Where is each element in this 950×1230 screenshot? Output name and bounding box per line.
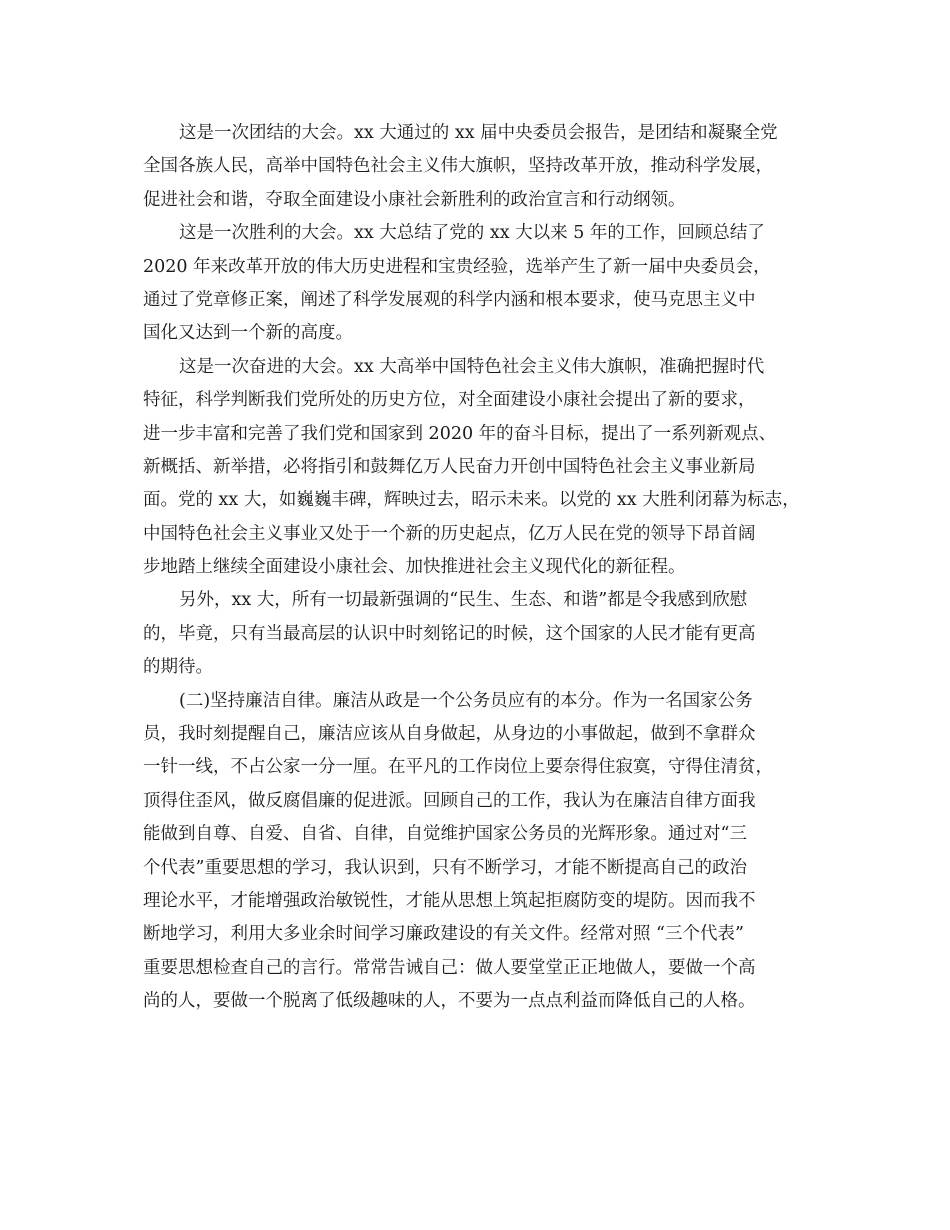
text-line: 的，毕竟，只有当最高层的认识中时刻铭记的时候，这个国家的人民才能有更高	[143, 623, 756, 644]
text-line: 特征，科学判断我们党所处的历史方位，对全面建设小康社会提出了新的要求，	[143, 390, 756, 411]
text-line: 进一步丰富和完善了我们党和国家到 2020 年的奋斗目标，提出了一系列新观点、	[143, 423, 777, 444]
text-line: 2020 年来改革开放的伟大历史进程和宝贵经验，选举产生了新一届中央委员会，	[143, 256, 771, 277]
text-line: 步地踏上继续全面建设小康社会、加快推进社会主义现代化的新征程。	[143, 557, 686, 578]
text-line: 另外，xx 大，所有一切最新强调的“民生、生态、和谐”都是令我感到欣慰	[179, 590, 748, 611]
text-line: (二)坚持廉洁自律。廉洁从政是一个公务员应有的本分。作为一名国家公务	[179, 690, 753, 711]
text-line: 的期待。	[143, 657, 213, 678]
text-line: 国化又达到一个新的高度。	[143, 323, 353, 344]
text-line: 员，我时刻提醒自己，廉洁应该从自身做起，从身边的小事做起，做到不拿群众	[143, 724, 756, 745]
text-line: 重要思想检查自己的言行。常常告诫自己：做人要堂堂正正地做人，要做一个高	[143, 957, 756, 978]
text-line: 这是一次胜利的大会。xx 大总结了党的 xx 大以来 5 年的工作，回顾总结了	[179, 223, 765, 244]
text-line: 这是一次奋进的大会。xx 大高举中国特色社会主义伟大旗帜，准确把握时代	[179, 356, 765, 377]
text-line: 个代表”重要思想的学习，我认识到，只有不断学习，才能不断提高自己的政治	[143, 857, 747, 878]
paragraph-progress-congress	[143, 351, 833, 585]
document-body	[143, 117, 833, 1019]
paragraph-unity-congress	[143, 117, 833, 217]
text-line: 理论水平，才能增强政治敏锐性，才能从思想上筑起拒腐防变的堤防。因而我不	[143, 890, 756, 911]
text-line: 能做到自尊、自爱、自省、自律，自觉维护国家公务员的光辉形象。通过对“三	[143, 824, 747, 845]
text-line: 促进社会和谐，夺取全面建设小康社会新胜利的政治宣言和行动纲领。	[143, 189, 686, 210]
paragraph-additionally	[143, 584, 833, 684]
text-line: 新概括、新举措，必将指引和鼓舞亿万人民奋力开创中国特色社会主义事业新局	[143, 456, 756, 477]
text-line: 通过了党章修正案，阐述了科学发展观的科学内涵和根本要求，使马克思主义中	[143, 289, 756, 310]
text-line: 这是一次团结的大会。xx 大通过的 xx 届中央委员会报告，是团结和凝聚全党	[179, 123, 778, 143]
text-line: 尚的人，要做一个脱离了低级趣味的人，不要为一点点利益而降低自己的人格。	[143, 991, 756, 1012]
text-line: 全国各族人民，高举中国特色社会主义伟大旗帜，坚持改革开放，推动科学发展，	[143, 156, 773, 177]
text-line: 中国特色社会主义事业又处于一个新的历史起点，亿万人民在党的领导下昂首阔	[143, 523, 756, 544]
paragraph-integrity-self-discipline	[143, 685, 833, 1019]
text-line: 一针一线，不占公家一分一厘。在平凡的工作岗位上要奈得住寂寞，守得住清贫，	[143, 757, 773, 778]
text-line: 面。党的 xx 大，如巍巍丰碑，辉映过去，昭示未来。以党的 xx 大胜利闭幕为标志，	[143, 490, 800, 511]
text-line: 顶得住歪风，做反腐倡廉的促进派。回顾自己的工作，我认为在廉洁自律方面我	[143, 790, 756, 811]
text-line: 断地学习，利用大多业余时间学习廉政建设的有关文件。经常对照 “三个代表”	[143, 924, 744, 945]
paragraph-victory-congress	[143, 217, 833, 351]
